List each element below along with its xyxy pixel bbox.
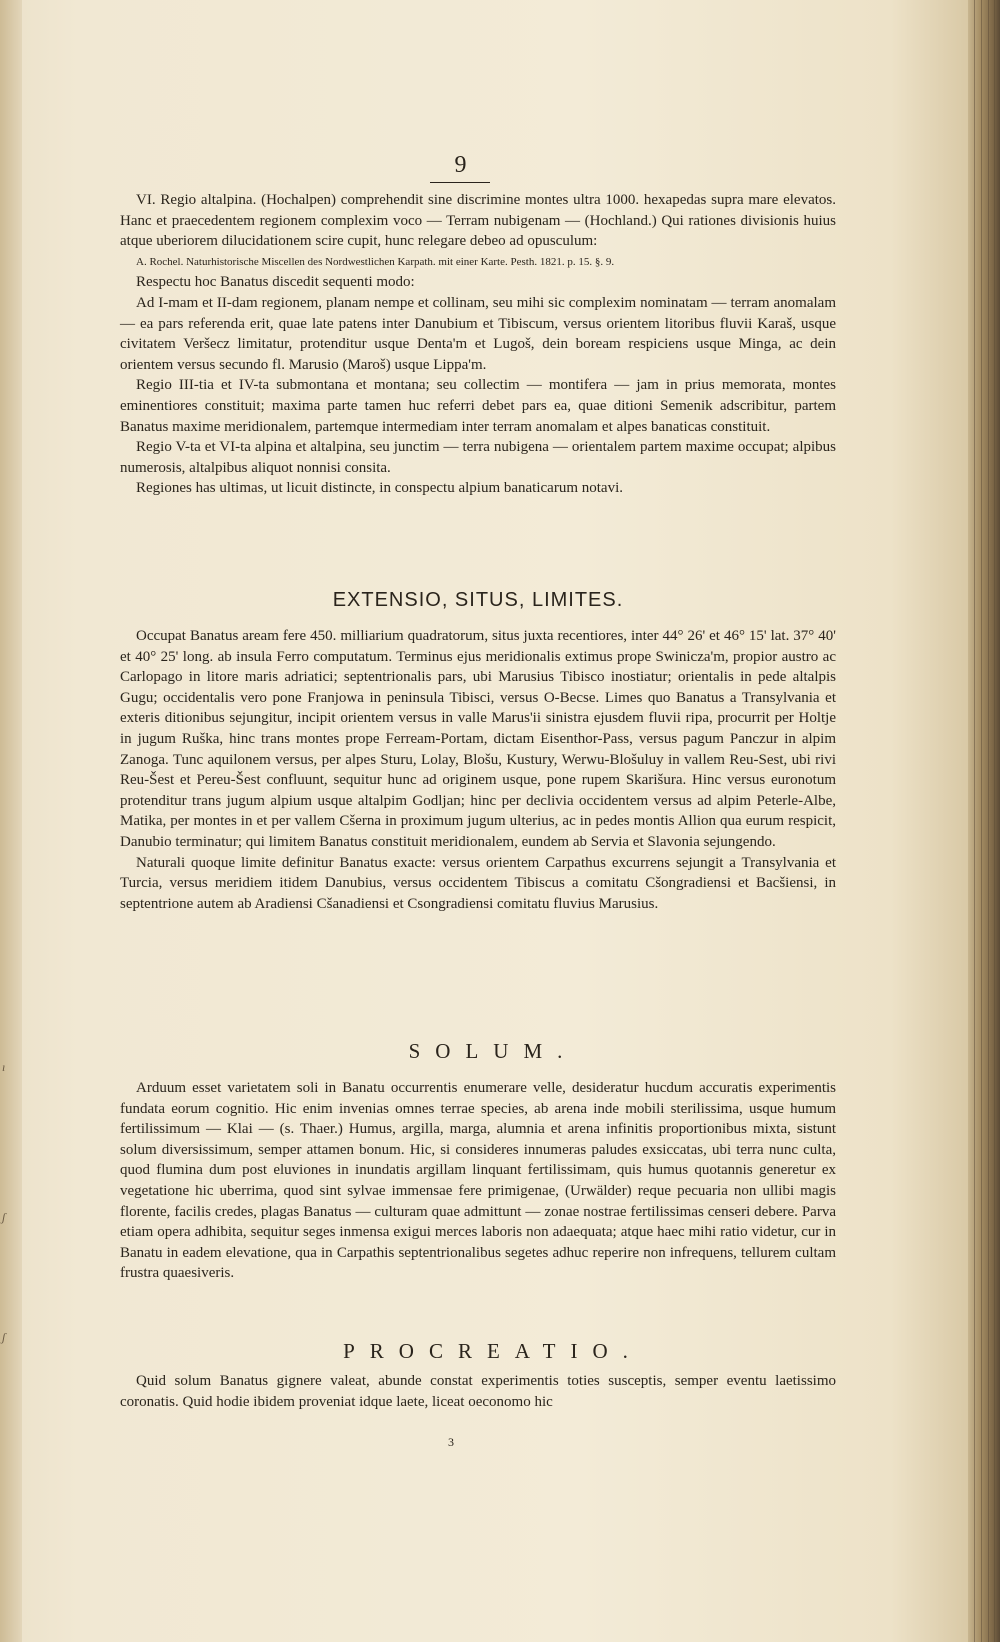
paragraph: Arduum esset varietatem soli in Banatu occurrentis enumerare velle, desideratur hucdum accuratis experimentis fundata eorum cognitio. Hic enim invenias omnes terrae species, ab arena inde mobili sterilissima, usque humum fertilissimum — Klai — (s. Thaer.) Humus, argilla, marga, alumnia et arena infinitis proportionibus mixta, sistunt solum diversissimum, semper attamen bonum. Hic, si consideres innumeras paludes exsiccatas, ubi terra nunc culta, quod flumina dum post eluviones in inundatis argillam linquant fertilissimam, quis humus quotannis generetur ex vegetatione hic uberrima, quod sint sylvae immensae fere primigenae, (Urwälder) reque pecuaria non ullibi magis florente, facilis credes, plagas Banatus — culturam quae admittunt — zonae nostrae fertilissimas censeri debere. Parva etiam opera adhibita, sequitur seges inmensa exigui merces laboris non adaequata; atque haec mihi ratio videtur, cur in Banatu in eadem elevatione, qua in Carpathis septentrionalibus segetes adhuc reperire non infrequens, tellurem cultam frustra quaesiveris. xyxy=(120,1080,836,1282)
margin-bleed-mark: ʃ xyxy=(2,1330,6,1344)
paragraph: Regiones has ultimas, ut licuit distincte, in conspectu alpium banaticarum notavi. xyxy=(136,480,623,497)
section-heading-extensio: EXTENSIO, SITUS, LIMITES. xyxy=(332,589,624,611)
extensio-section xyxy=(120,626,836,914)
paragraph: Respectu hoc Banatus discedit sequenti modo: xyxy=(136,274,415,291)
page-number: 9 xyxy=(454,152,468,178)
margin-bleed-mark: ʃ xyxy=(2,1210,6,1224)
margin-bleed-mark: ı xyxy=(2,1060,6,1074)
paragraph: Occupat Banatus aream fere 450. milliarium quadratorum, situs juxta recentiores, inter 44° 26' et 46° 15' lat. 37° 40' et 40° 25' long. ab insula Ferro computatum. Terminus ejus meridionalis extimus prope Swinicza'm, propior austro ac Carlopago in litore maris adriatici; septentrionalis pars, ubi Marusius Tibisco inostiatur; orientalis in pede altalpis Gugu; occidentalis vero pone Franjowa in peninsula Tibisci, versus O-Becse. Limes quo Banatus a Transylvania et exteris ditionibus sejungitur, incipit orientem versus in valle Marus'ii sinistra ejusdem fluvii ripa, procurrit per Holtje in jugum Ruška, hinc trans montes prope Ferream-Portam, dictam Eisenthor-Pass, versus pagum Panczur in alpim Zanoga. Tunc aquilonem versus, per alpes Sturu, Lolay, Blošu, Kustury, Werwu-Blošuluy in vallem Reu-Sest, ubi rivi Reu-Šest et Pereu-Šest confluunt, sequitur hunc ad originem usque, pone rupem Skarišura. Hinc versus euronotum protenditur trans jugum alpium usque altalpim Godljan; hinc per declivia occidentem versus ad alpim Peterle-Albe, Matika, per montes in et per vallem Cšerna in proximum jugum ulterius, ac in pedes montis Allion qua eurum respicit, Danubio terminatur; qui limitem Banatus constituit meridionalem, eundem ab Servia et Slavonia sejungendo. xyxy=(120,628,836,850)
signature-mark: 3 xyxy=(448,1435,454,1449)
section-heading-solum: SOLUM. xyxy=(408,1039,578,1063)
paragraph: VI. Regio altalpina. (Hochalpen) comprehendit sine discrimine montes ultra 1000. hexapedas supra mare elevatos. Hanc et praecedentem regionem complexim voco — Terram nubigenam — (Hochland.) Qui rationes divisionis huius atque uberiorem dilucidationem scire cupit, hunc relegare debeo ad opusculum: xyxy=(120,192,836,250)
solum-section xyxy=(120,1078,836,1284)
procreatio-section xyxy=(120,1371,836,1412)
page-edge-stack xyxy=(968,0,1000,1642)
intro-section xyxy=(120,190,836,499)
paragraph: Regio III-tia et IV-ta submontana et montana; seu collectim — montifera — jam in prius memorata, montes eminentiores constituit; maxima parte tamen huc referri debet pars ea, quae ditioni Semenik adscribitur, partem Banatus maxime meridionalem, partemque intermediam inter terram anomalam et alpes banaticas constituit. xyxy=(120,377,836,435)
paragraph: Ad I-mam et II-dam regionem, planam nempe et collinam, seu mihi sic complexim nominatam — terram anomalam — ea pars referenda erit, quae late patens inter Danubium et Tibiscum, versus orientem litoribus fluvii Karaš, usque civitatem Veršecz limitatur, protenditur usque Denta'm et Lugoš, dein boream respiciens usque Minga, ac dein orientem versus secundo fl. Marusio (Maroš) usque Lippa'm. xyxy=(120,294,836,373)
paragraph: Regio V-ta et VI-ta alpina et altalpina, seu junctim — terra nubigena — orientalem partem maxime occupat; alpibus numerosis, altalpibus aliquot nonnisi consita. xyxy=(120,439,836,476)
page-number-rule xyxy=(430,182,490,183)
binding-gutter xyxy=(0,0,22,1642)
citation: A. Rochel. Naturhistorische Miscellen des Nordwestlichen Karpath. mit einer Karte. Pesth. 1821. p. 15. §. 9. xyxy=(136,255,615,268)
paragraph: Naturali quoque limite definitur Banatus exacte: versus orientem Carpathus excurrens sejungit a Transylvania et Turcia, versus meridiem itidem Danubius, versus occidentem Tibiscus a comitatu Cšongradiensi et Bacšiensi, in septentrione autem ab Aradiensi Cšanadiensi et Csongradiensi comitatu fluvius Marusius. xyxy=(120,854,836,912)
section-heading-procreatio: PROCREATIO. xyxy=(343,1339,643,1363)
paragraph: Quid solum Banatus gignere valeat, abunde constat experimentis toties susceptis, semper eventu laetissimo coronatis. Quid hodie ibidem proveniat idque laete, liceat oeconomo hic xyxy=(120,1373,836,1410)
